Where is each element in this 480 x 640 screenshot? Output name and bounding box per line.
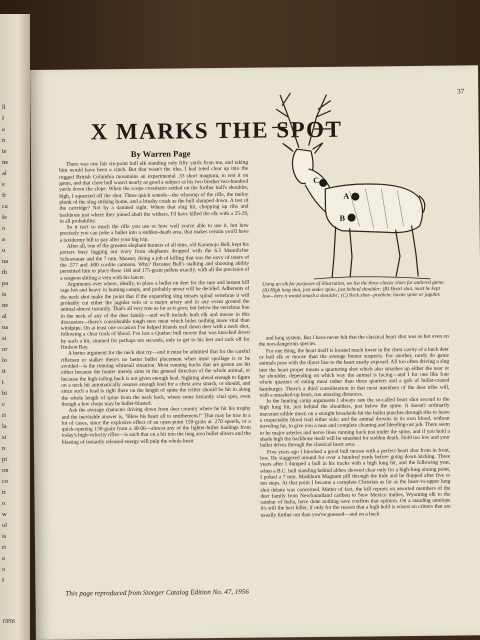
left-page-fragment: bi bbox=[2, 390, 8, 397]
left-page-fragment: ne bbox=[2, 302, 9, 309]
reproduction-footer: This page reproduced from Stoeger Catalog Edition No. 47, 1956 bbox=[65, 587, 249, 598]
elk-illustration bbox=[268, 86, 438, 284]
marker-b: B bbox=[339, 213, 345, 223]
illustration-caption: Using an elk for purposes of illustration, we list the three classic shots for antlered game: (A) High lung shot, just under spine, just behind shoulder; (B) Heart shot, must be kept low—here it would smash a shoulder; (C) Neck shot—problem: locate spine or jugular. bbox=[262, 279, 445, 300]
left-page-fragment: la bbox=[2, 423, 7, 430]
article-column-right bbox=[259, 334, 452, 584]
left-page-fragment: lo bbox=[2, 357, 8, 364]
left-page-fragment: ol bbox=[2, 522, 8, 529]
article-paragraph: In the hunting camp arguments I always rate the so-called heart shot second to the high lung hit, just behind the shoulders, just below the spine. It doesn't ordinarily macerate edible meat; on a straight broadside hit the bullet punches through ribs to leave a respectable blood trail either side; and the animal drowns in its own blood, without traveling far, to give you a neat and complete cleaning and bleeding-out job. There seem to be major arteries and nerve lines running back just under the spine, and if you hold a shade high the backbone itself will be smashed for sudden death. Hold too low and your bullet drives through the classical heart area. bbox=[259, 396, 450, 449]
left-page-fragment: e bbox=[2, 181, 5, 188]
left-page-fragment: ri bbox=[2, 412, 6, 419]
left-page-fragment: is bbox=[2, 533, 7, 540]
left-page-fragment: si bbox=[2, 434, 7, 441]
left-page-fragment: n bbox=[2, 445, 6, 452]
left-page-fragment: it bbox=[2, 368, 6, 375]
left-page-fragment: ri bbox=[2, 544, 6, 551]
left-page-fragment: th bbox=[2, 269, 8, 276]
left-page-fragment: n bbox=[2, 137, 6, 144]
page-number: 37 bbox=[457, 87, 465, 96]
article-paragraph: There was one fair six-point bull elk standing only fifty yards from me, and taking him would have been a cinch. But that wasn't the idea. I had toted clear up into the rugged British Columbia mountains an experimental .33 short magnum, to test it on game, and that close bull wasn't nearly as good a subject as his two brother two-hundred yards down the slope. When the scope crosshairs settled on the further bull's shoulder, high, I squeezed off the shot. Three quick sounds—the whoomp of the rifle, the meloy plunk of the slug striking home, and a brushy crash as the bull slumped down. A test of the cartridge? Not by a damned sight. Where that slug hit, chopping up ribs and backbone just where they joined abaft the withers, I'd have killed the elk with a 25-20, in all probability. bbox=[59, 159, 249, 225]
article-paragraph: After all, one of the greatest elephant hunters of all time, old Karamojo Bell, kept his porters busy lugging out ivory from elephants dropped with the 6.5 Mannlicher Schoenauer and the 7 mm. Mauser, doing a job of killing that was the envy of toters of the .577 and .600 cordite cannons. Why? Because Bell's stalking and shooting ability permitted him to place those 160 and 175-grain pellets exactly, with all the precision of a surgeon slitting a vein with his lancet. bbox=[59, 241, 250, 282]
left-page-fragment: pa bbox=[2, 280, 9, 287]
marker-c: C bbox=[313, 175, 320, 186]
left-page-fragment: f bbox=[2, 115, 5, 122]
article-paragraph: So it isn't so much the rifle you use or how well you're able to use it, but how precisely you can poke a bullet into a sudden-death area, that makes certain you'll have a taxidermy bill to pay after your big trip. bbox=[59, 222, 249, 244]
left-page-fragment: si bbox=[2, 335, 7, 342]
left-page-fragment: on bbox=[2, 467, 9, 474]
marker-a: A bbox=[343, 191, 350, 201]
left-page-fragment: or bbox=[2, 346, 8, 353]
left-page-fragment: al bbox=[2, 170, 7, 177]
left-page-fragment: a bbox=[2, 236, 5, 243]
left-page-fragment: o bbox=[2, 500, 6, 507]
left-page-fragment: al bbox=[2, 313, 7, 320]
left-page-fragment: ll bbox=[2, 104, 6, 111]
left-page-fragment: u bbox=[2, 247, 6, 254]
article-paragraph: and lung system. But I have never felt that the classical heart shot was so hot even on the non-dangerous species. bbox=[258, 333, 449, 348]
left-page-fragment: fe bbox=[2, 214, 8, 221]
left-page-fragment: ca bbox=[2, 203, 8, 210]
article-title: X MARKS THE SPOT bbox=[90, 116, 343, 145]
left-page-fragment: c bbox=[2, 401, 5, 408]
left-page-fragment: w bbox=[2, 511, 7, 518]
left-page-year: 1956 bbox=[2, 618, 15, 625]
article-column-left bbox=[59, 160, 252, 586]
left-page-edge bbox=[0, 14, 30, 640]
magazine-page bbox=[30, 65, 480, 640]
left-page-fragment: is bbox=[2, 291, 7, 298]
left-page-fragment: te bbox=[2, 148, 7, 155]
left-page-fragment: f bbox=[2, 577, 5, 584]
left-page-fragment: a bbox=[2, 126, 5, 133]
left-page-fragment: o bbox=[2, 225, 6, 232]
article-paragraph: Ask the average character driving down from deer country where he hit his trophy and the inevitable answer is, "Blew his heart all to smithereens!" That may be true in a lot of cases, since the explosive effect of an open-point 150-grain at .270 speeds, or a quick-opening 150-grain from a 30-06—almost any of the lighter-bullet loadings from today's high-velocity rifles—is such that on a hit into the lung area bullet slivers and the blasting of instantly released energy will pulp the whole heart bbox=[61, 405, 251, 446]
left-page-fragment: a bbox=[2, 555, 5, 562]
article-paragraph: A better argument for the neck shot try—and it must be admitted that for the careful rifleman or stalker there's no better bullet placement when meat spoilage is to be avoided—is the running whitetail situation. Most running bucks that are gotten are hit either because the hunter merely aims in the general direction of the whole animal, or because the high-tailing buck is not given enough lead. Sighting ahead enough to figure on a neck hit automatically assures enough lead for a chest area smash, or should, and since such a lead is right there on the length of spine the critter should be hit in along the whole length of spine from the neck back, where some instantly vital spot, even though a few chops may be bullet-blasted. bbox=[61, 349, 251, 408]
article-paragraph: For one thing, the heart itself is located much lower in the chest cavity of a buck deer or bull elk or moose than the average hunter suspects. For another, rarely do game animals pose with the direct line to the heart neatly exposed. All too often driving a slug into the heart proper means a quartering shot which also smashes up either the near or far shoulder, depending on which way the animal is facing—and I for one like four whole quarters of eating meat rather than three quarters and a gob of bullet-crazed hamburger. There's a third consideration in that most members of the deer tribe will, with a smashed-up heart, run amazing distances. bbox=[258, 346, 450, 399]
article-byline: By Warren Page bbox=[130, 148, 191, 159]
left-page-fragment: fr bbox=[2, 192, 7, 199]
left-page-fragment: t bbox=[2, 379, 4, 386]
left-page-fragment: ne bbox=[2, 159, 9, 166]
left-page-fragment: tr bbox=[2, 489, 6, 496]
article-paragraph: Five years ago I knocked a good bull moose with a perfect heart shot from in front, low. He staggered around for over a hundred yards before going down kicking. Three years after I dumped a bull in his tracks with a high lung hit, and the following year, when a B.C. bull standing behind alders showed clear only for a high-lung aiming point, I poked a 7 mm. Mashburn Magnum pill through the hide and he flopped after five or ten steps. At that point I became a complete Christian as far as the heart-vs-upper lung shot debate was concerned. Matter of fact, the kill reports on assorted members of the deer family from Newfoundland caribou to New Mexico mulies, Wyoming elk to the sambar of India, have done nothing save confirm that opinion. On a standing antelope it's still the best killer, if only for the reason that a high hold is wisest on critters that are usually further out than you've guessed—and on a buck bbox=[260, 447, 451, 519]
left-page-fragment: na bbox=[2, 258, 9, 265]
left-page-fragment: o bbox=[2, 566, 6, 573]
left-page-fragment: co bbox=[2, 478, 9, 485]
left-page-fragment: na bbox=[2, 324, 9, 331]
article-paragraph: Arguments over where, ideally, to place a bullet on deer for the sure and instant kill rage hot and heavy in hunting camps, and probably never will be decided. Adherents of the neck shot make the point that if the expanding slug misses spinal vertebrae it will probably cut either the jugular vein or a major artery and in any event ground the animal almost instantly. That's all very true as far as it goes; but below the vertebrae line in the neck of any of the deer family—and we'll include both elk and moose in this discussion—there's considerable tough stew meat which hides nothing more vital than windpipe. On at least one occasion I've helped friends trail down deer with a neck shot, following a clear track of blood. I've lost a Quebec bull moose that was knocked down by such a hit, stunned for perhaps ten seconds, only to get to his feet and rack off for Hudson Bay. bbox=[60, 279, 250, 351]
left-page-fragment: pi bbox=[2, 456, 8, 463]
